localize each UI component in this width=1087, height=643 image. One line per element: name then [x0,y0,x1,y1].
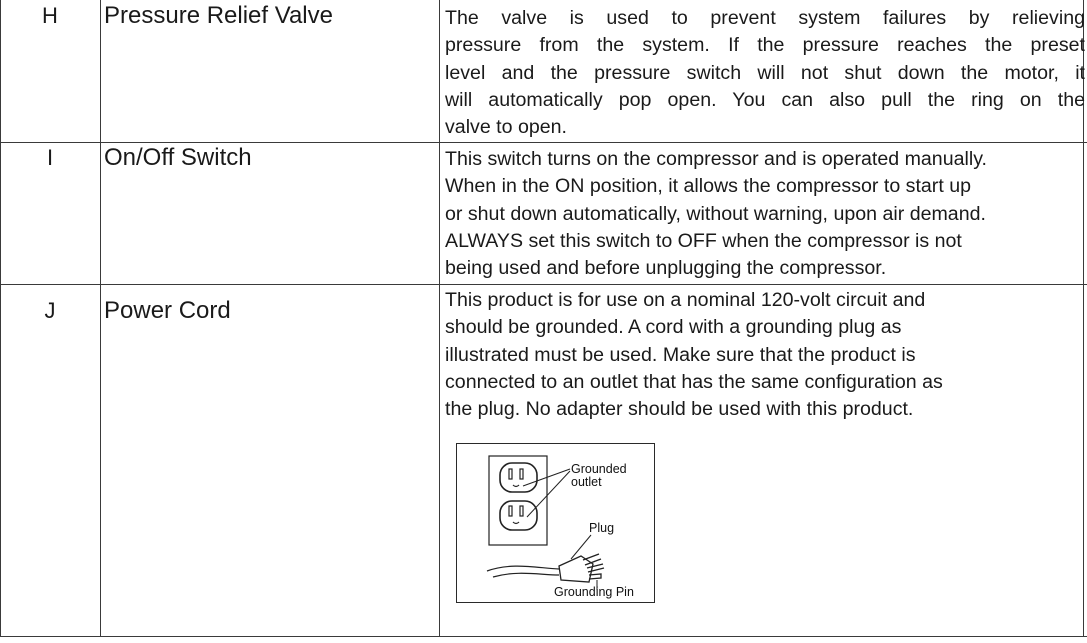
description-line: level and the pressure switch will not shut down the motor, it [445,61,1085,84]
component-name: Pressure Relief Valve [104,2,333,29]
description-line: pressure from the system. If the pressure reaches the preset [445,34,1085,57]
component-description [445,287,1085,423]
component-name: Power Cord [104,297,231,324]
plug-label: Plug [589,521,615,535]
column-divider [100,0,101,637]
power-cord [487,566,559,571]
table-bottom-border [0,636,1087,637]
component-name: On/Off Switch [104,144,252,171]
description-line: the plug. No adapter should be used with this product. [445,398,914,421]
component-description [445,146,1085,282]
plug-body [559,556,593,582]
upper-receptacle [500,463,537,492]
grounded-outlet-label: Grounded [571,462,627,476]
description-line: valve to open. [445,116,568,139]
grounded-outlet-illustration [456,443,655,603]
row-letter: I [46,145,54,170]
lower-receptacle [500,501,537,530]
description-line: connected to an outlet that has the same configuration as [445,370,943,393]
description-line: or shut down automatically, without warning, upon air demand. [445,202,986,225]
column-divider [439,0,440,637]
description-line: being used and before unplugging the compressor. [445,257,887,280]
row-divider [0,284,1087,285]
grounded-outlet-label: outlet [571,475,602,489]
grounding-pin-label: Grounding Pin [554,585,634,599]
description-line: The valve is used to prevent system failures by relieving [445,7,1085,29]
description-line: ALWAYS set this switch to OFF when the compressor is not [445,229,962,252]
row-divider [0,142,1087,143]
row-letter: J [44,298,56,323]
description-line: This product is for use on a nominal 120-volt circuit and [445,289,926,311]
component-description [445,5,1085,141]
row-letter: H [42,3,58,28]
description-line: This switch turns on the compressor and is operated manually. [445,148,987,170]
description-line: will automatically pop open. You can also pull the ring on the [445,88,1085,111]
description-line: should be grounded. A cord with a grounding plug as [445,316,902,339]
description-line: illustrated must be used. Make sure that the product is [445,343,916,366]
description-line: When in the ON position, it allows the compressor to start up [445,175,971,198]
